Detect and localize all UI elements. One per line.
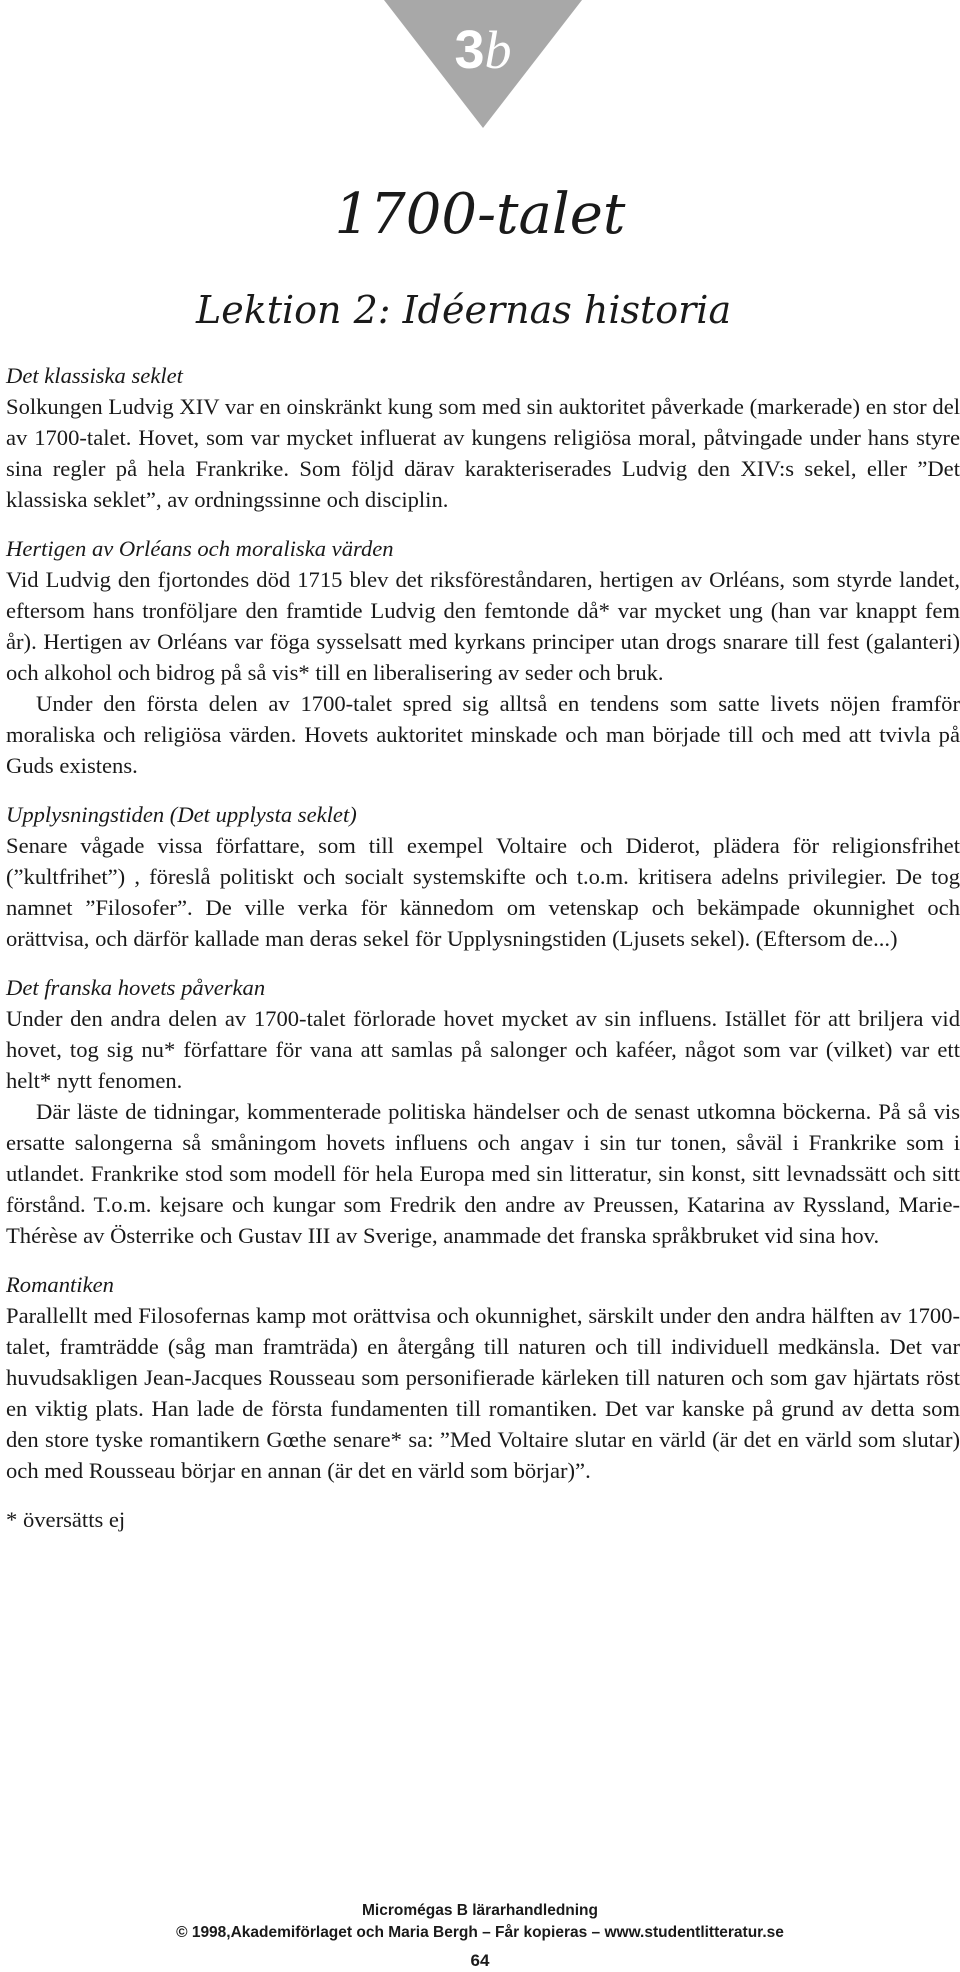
page-footer [0,1900,960,1972]
section-heading: Det klassiska seklet [6,363,183,388]
footer-book-title: Micromégas B lärarhandledning [362,1902,598,1919]
paragraph: Parallellt med Filosofernas kamp mot orättvisa och okunnighet, särskilt under den andra hälften av 1700-talet, framträdde (såg man framträda) en återgång till naturen och till individuell medkänsla. Det var huvudsakligen Jean-Jacques Rousseau som personifierade kärleken till naturen och som gav hjärtats röst en viktig plats. Han lade de första fundamenten till romantiken. Det var kanske på grund av detta som den store tyske romantikern Gœthe senare* sa: ”Med Voltaire slutar en värld (är det en värld som slutar) och med Rousseau börjar en annan (är det en värld som börjar)”. [6,1303,960,1483]
section-enlightenment [6,799,960,954]
chapter-number: 3 [454,20,485,80]
page-title: 1700-talet [334,182,626,247]
paragraph: Under den andra delen av 1700-talet förlorade hovet mycket av sin influens. Istället för att briljera vid hovet, tog sig nu* författare för vana att samlas på salonger och kaféer, något som var (vilket) var ett helt* nytt fenomen. [6,1006,960,1093]
section-french-court-influence [6,972,960,1251]
footer-copyright: © 1998,Akademiförlaget och Maria Bergh – Får kopieras – www.studentlitteratur.se [176,1924,784,1941]
paragraph: Senare vågade vissa författare, som till exempel Voltaire och Diderot, plädera för religionsfrihet (”kultfrihet”) , föreslå politiskt och socialt systemskifte och t.o.m. kritisera adelns privilegier. De tog namnet ”Filosofer”. De ville verka för kännedom om vetenskap och bekämpade okunnighet och orättvisa, och därför kallade man deras sekel för Upplysningstiden (Ljusets sekel). (Eftersom de...) [6,833,960,951]
paragraph: Solkungen Ludvig XIV var en oinskränkt kung som med sin auktoritet påverkade (markerade) en stor del av 1700-talet. Hovet, som var mycket influerat av kungens religiösa moral, påtvingade under hans styre sina regler på hela Frankrike. Som följd därav karakteriserades Ludvig den XIV:s sekel, eller ”Det klassiska seklet”, av ordningssinne och disciplin. [6,394,960,512]
chapter-label [384,20,582,80]
section-romanticism [6,1269,960,1486]
footnote: * översätts ej [6,1507,126,1532]
chapter-badge [384,0,582,128]
section-heading: Romantiken [6,1272,114,1297]
section-heading: Upplysningstiden (Det upplysta seklet) [6,802,357,827]
section-heading: Hertigen av Orléans och moraliska värden [6,536,394,561]
section-duke-of-orleans [6,533,960,781]
lesson-subtitle: Lektion 2: Idéernas historia [196,288,732,332]
chapter-letter: b [484,20,512,80]
main-content [6,360,960,1535]
paragraph: Där läste de tidningar, kommenterade politiska händelser och de senast utkomna böckerna. På så vis ersatte salongerna så småningom hovets influens och angav i sin tur tonen, såväl i Frankrike som i utlandet. Frankrike stod som modell för hela Europa med sin litteratur, sin konst, sitt levnadssätt och sitt förstånd. T.o.m. kejsare och kungar som Fredrik den andre av Preussen, Katarina av Ryssland, Marie-Thérèse av Österrike och Gustav III av Sverige, anammade det franska språkbruket vid sina hov. [6,1099,960,1248]
section-heading: Det franska hovets påverkan [6,975,266,1000]
paragraph: Vid Ludvig den fjortondes död 1715 blev det riksföreståndaren, hertigen av Orléans, som styrde landet, eftersom hans tronföljare den framtide Ludvig den femtonde då* var mycket ung (han var knappt fem år). Hertigen av Orléans var föga sysselsatt med kyrkans principer utan drogs snarare till fest (galanteri) och alkohol och bidrog på så vis* till en liberalisering av seder och bruk. [6,567,960,685]
page-number: 64 [470,1951,490,1970]
section-classical-century [6,360,960,515]
paragraph: Under den första delen av 1700-talet spred sig alltså en tendens som satte livets nöjen framför moraliska och religiösa värden. Hovets auktoritet minskade och man började till och med att tvivla på Guds existens. [6,691,960,778]
